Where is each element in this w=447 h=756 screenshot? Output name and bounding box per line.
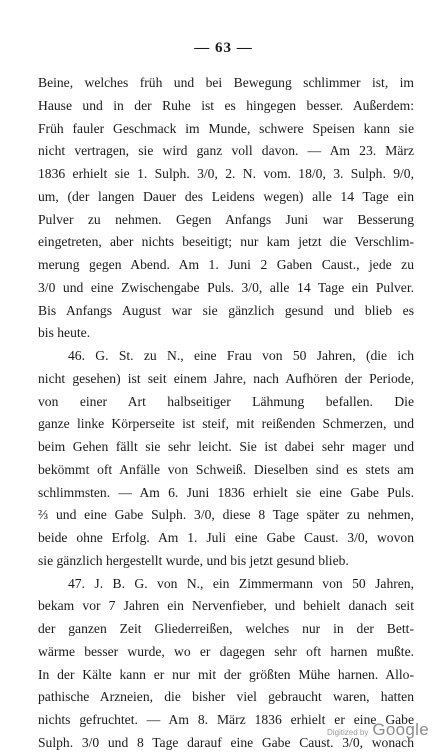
watermark-brand: Google (372, 720, 429, 739)
text-line: beim Gehen fällt sie sehr leicht. Sie ist dabei sehr mager und (38, 439, 414, 454)
text-line: ganze linke Körperseite ist steif, mit reißenden Schmerzen, und (38, 416, 414, 432)
text-line: Hause und in der Ruhe ist es hingegen besser. Außerdem: (38, 97, 414, 113)
text-line: der ganzen Zeit Gliederreißen, welches nur in der Bett- (38, 621, 414, 636)
text-line: 46. G. St. zu N., eine Frau von 50 Jahren, (die ich (68, 348, 414, 363)
text-line: von einer Art halbseitiger Lähmung befallen. Die (38, 393, 414, 409)
body-text (38, 72, 414, 755)
text-line: eingetreten, aber nichts beseitigt; nur kam jetzt die Verschlim- (38, 234, 414, 250)
text-line: merung gegen Abend. Am 1. Juni 2 Gaben Caust., jede zu (38, 257, 414, 272)
text-line: um, (der langen Dauer des Leidens wegen) alle 14 Tage ein (38, 188, 414, 204)
text-line: wärme besser wurde, wo er dagegen sehr oft harnen mußte. (38, 643, 414, 659)
text-line: Beine, welches früh und bei Bewegung schlimmer ist, im (38, 75, 414, 90)
text-line: 1836 erhielt sie 1. Sulph. 3/0, 2. N. vom. 18/0, 3. Sulph. 9/0, (38, 166, 414, 181)
text-line: schlimmsten. — Am 6. Juni 1836 erhielt sie eine Gabe Puls. (38, 484, 414, 500)
text-line: bekam vor 7 Jahren ein Nervenfieber, und behielt danach seit (38, 598, 414, 614)
text-line: sie gänzlich hergestellt wurde, und bis jetzt gesund blieb. (38, 552, 349, 568)
text-line: bis heute. (38, 325, 91, 341)
text-line: 3/0 und eine Zwischengabe Puls. 3/0, alle 14 Tage ein Pulver. (38, 279, 414, 295)
text-line: nichts gefruchtet. — Am 8. März 1836 erhielt er eine Gabe (38, 712, 414, 727)
page-number: — 63 — (194, 40, 253, 56)
digitization-watermark (327, 720, 429, 740)
text-line: In der Kälte kann er nur mit der größten Mühe harnen. Allo- (38, 666, 414, 682)
text-line: beide ohne Erfolg. Am 1. Juli eine Gabe Caust. 3/0, wovon (38, 530, 414, 545)
watermark-prefix: Digitized by (327, 728, 369, 737)
text-line: nicht gesehen) ist seit einem Jahre, nach Aufhören der Periode, (38, 370, 414, 386)
text-line: pathische Arzneien, die bisher viel gebraucht waren, hatten (38, 689, 414, 705)
text-line: ⅔ und eine Gabe Sulph. 3/0, diese 8 Tage später zu nehmen, (38, 507, 414, 523)
text-line: Früh fauler Geschmack im Munde, schwere Speisen kann sie (38, 120, 414, 136)
text-line: bekömmt oft Anfälle von Schweiß. Dieselben sind es stets am (38, 461, 414, 477)
text-line: Pulver zu nehmen. Gegen Anfangs Juni war Besserung (38, 211, 414, 227)
text-line: nicht vertragen, sie wird ganz voll davon. — Am 23. März (38, 143, 414, 159)
text-line: Sulph. 3/0 und 8 Tage darauf eine Gabe Caust. 3/0, wonach (38, 734, 414, 750)
text-line: Bis Anfangs August war sie gänzlich gesund und blieb es (38, 302, 414, 318)
text-line: 47. J. B. G. von N., ein Zimmermann von 50 Jahren, (68, 575, 414, 591)
